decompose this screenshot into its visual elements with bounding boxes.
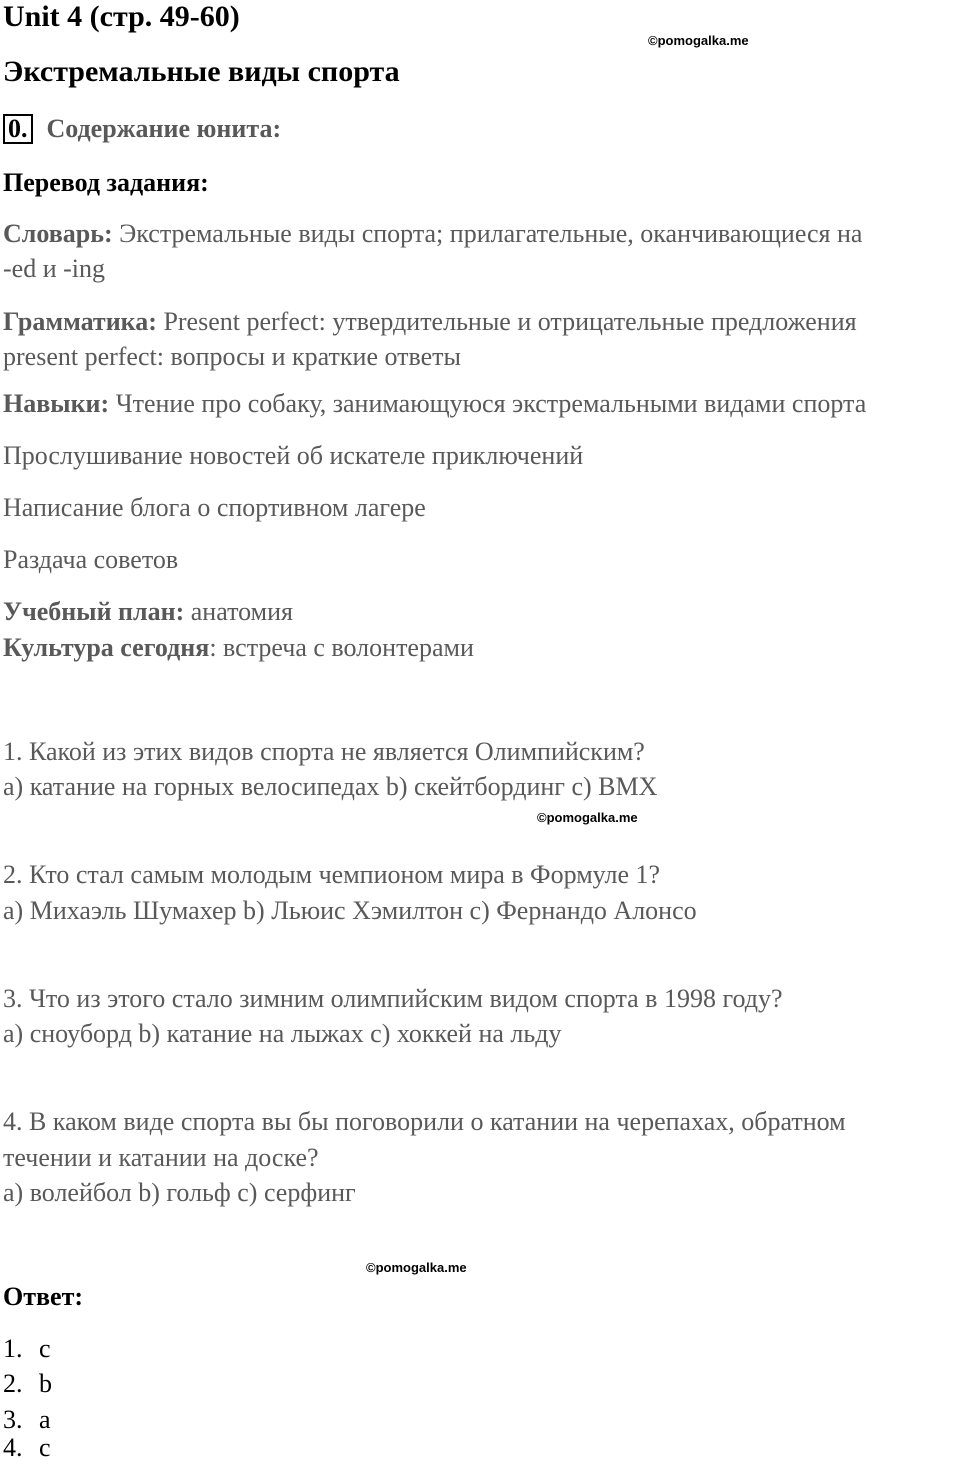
curriculum-label: Учебный план: <box>3 597 185 626</box>
question-4-options: a) волейбол b) гольф c) серфинг <box>3 1178 356 1207</box>
answer-number: 2. <box>3 1369 23 1398</box>
page-subtitle: Экстремальные виды спорта <box>3 55 400 88</box>
culture-label: Культура сегодня <box>3 633 210 662</box>
question-3-options: a) сноуборд b) катание на лыжах c) хоккей на льду <box>3 1019 562 1048</box>
grammar-text: Present perfect: утвердительные и отрицательные предложения <box>156 307 857 336</box>
question-1: 1. Какой из этих видов спорта не является Олимпийским? <box>3 737 645 766</box>
answer-number: 1. <box>3 1334 23 1363</box>
answer-item <box>3 1331 51 1367</box>
culture-line <box>3 630 474 666</box>
question-4-line-1: 4. В каком виде спорта вы бы поговорили о катании на черепахах, обратном <box>3 1107 846 1136</box>
watermark-bottom: ©pomogalka.me <box>366 1260 467 1275</box>
vocab-line-1 <box>3 216 862 252</box>
answer-value: b <box>39 1369 52 1398</box>
answer-item <box>3 1430 51 1466</box>
task-heading: Содержание юнита: <box>46 114 282 143</box>
translation-heading: Перевод задания: <box>3 168 209 197</box>
grammar-line-2: present perfect: вопросы и краткие ответы <box>3 342 462 371</box>
question-4-line-2: течении и катании на доске? <box>3 1143 319 1172</box>
watermark-top: ©pomogalka.me <box>648 33 749 48</box>
vocab-line-2: -ed и -ing <box>3 254 105 283</box>
skills-label: Навыки: <box>3 389 110 418</box>
culture-text: : встреча с волонтерами <box>209 633 474 662</box>
watermark-middle: ©pomogalka.me <box>537 810 638 825</box>
answer-heading: Ответ: <box>3 1282 84 1311</box>
curriculum-text: анатомия <box>184 597 293 626</box>
answer-number: 3. <box>3 1405 23 1434</box>
skills-line <box>3 386 866 422</box>
vocab-text: Экстремальные виды спорта; прилагательные, оканчивающиеся на <box>112 219 863 248</box>
task-number-box: 0. <box>3 114 33 144</box>
answer-number: 4. <box>3 1433 23 1462</box>
answer-value: a <box>39 1405 51 1434</box>
question-2-options: a) Михаэль Шумахер b) Льюис Хэмилтон c) Фернандо Алонсо <box>3 896 697 925</box>
skill-writing: Написание блога о спортивном лагере <box>3 493 426 522</box>
answer-value: c <box>39 1433 51 1462</box>
skills-text: Чтение про собаку, занимающуюся экстремальными видами спорта <box>109 389 867 418</box>
answer-item <box>3 1366 52 1402</box>
curriculum-line <box>3 594 293 630</box>
question-3: 3. Что из этого стало зимним олимпийским видом спорта в 1998 году? <box>3 984 783 1013</box>
question-1-options: a) катание на горных велосипедах b) скейтбординг c) BMX <box>3 772 658 801</box>
question-2: 2. Кто стал самым молодым чемпионом мира в Формуле 1? <box>3 860 661 889</box>
skill-listening: Прослушивание новостей об искателе приключений <box>3 441 584 470</box>
grammar-label: Грамматика: <box>3 307 157 336</box>
grammar-line-1 <box>3 304 857 340</box>
task-heading-row <box>3 112 281 146</box>
skill-advice: Раздача советов <box>3 545 179 574</box>
answer-value: c <box>39 1334 51 1363</box>
vocab-label: Словарь: <box>3 219 113 248</box>
unit-title: Unit 4 (стр. 49-60) <box>3 0 240 33</box>
